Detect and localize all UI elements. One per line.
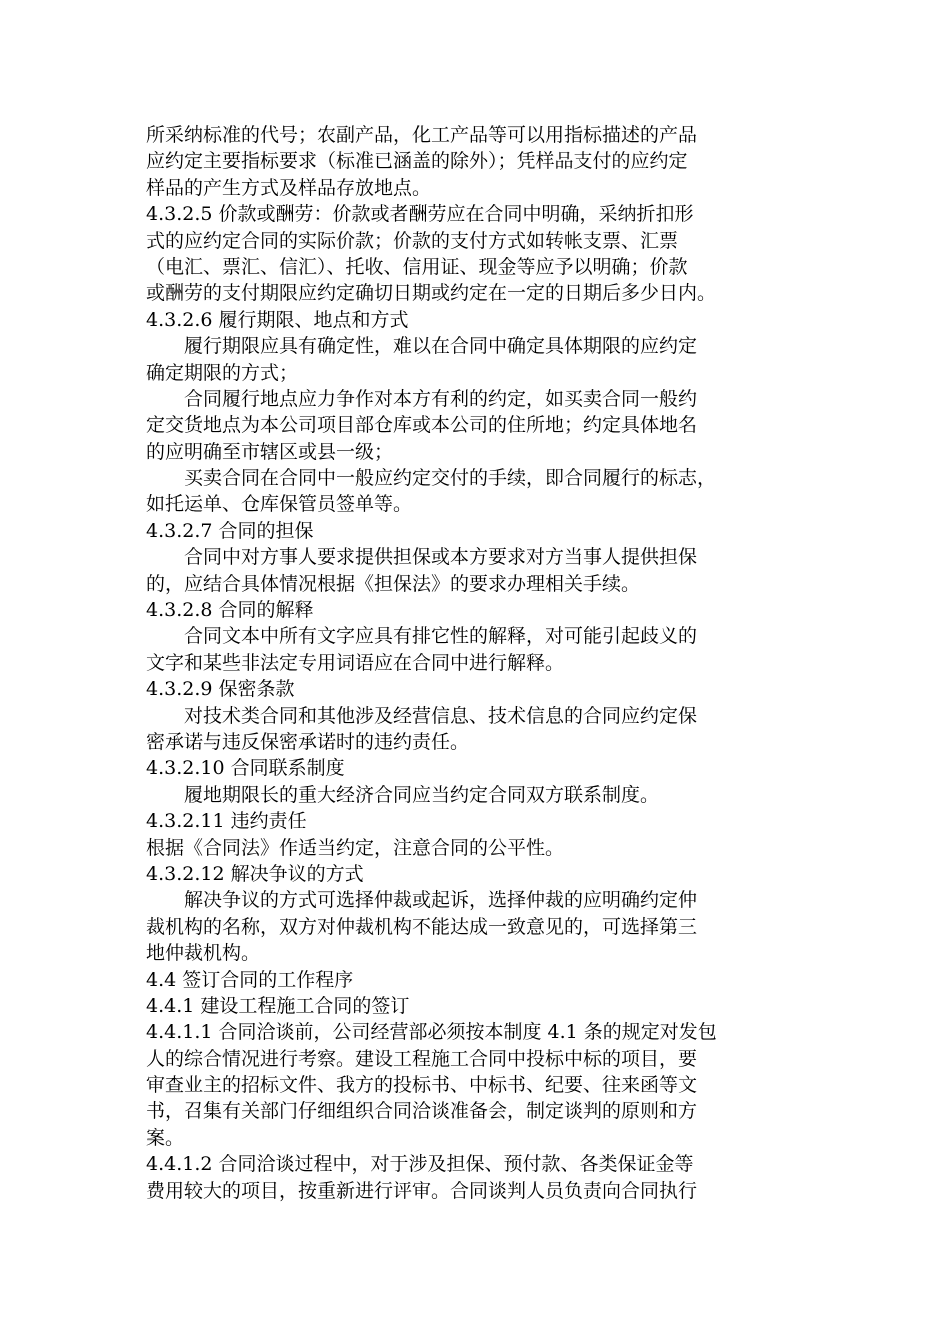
- text-line: 4.3.2.7 合同的担保: [146, 519, 314, 542]
- text-line: 履地期限长的重大经济合同应当约定合同双方联系制度。: [184, 783, 660, 806]
- text-line: 审查业主的招标文件、我方的投标书、中标书、纪要、往来函等文: [146, 1074, 698, 1097]
- text-line: 所采纳标准的代号；农副产品，化工产品等可以用指标描述的产品: [146, 124, 698, 146]
- text-line: 裁机构的名称，双方对仲裁机构不能达成一致意见的，可选择第三: [146, 915, 698, 938]
- text-line: 对技术类合同和其他涉及经营信息、技术信息的合同应约定保: [184, 704, 698, 727]
- text-line: 4.3.2.10 合同联系制度: [146, 757, 345, 780]
- text-line: 根据《合同法》作适当约定，注意合同的公平性。: [146, 836, 565, 859]
- text-line: 履行期限应具有确定性，难以在合同中确定具体期限的应约定: [184, 335, 698, 358]
- text-line: 合同中对方事人要求提供担保或本方要求对方当事人提供担保: [184, 546, 698, 569]
- text-line: 地仲裁机构。: [146, 942, 261, 965]
- text-line: 人的综合情况进行考察。建设工程施工合同中投标中标的项目，要: [146, 1047, 698, 1070]
- text-line: 的，应结合具体情况根据《担保法》的要求办理相关手续。: [146, 572, 641, 595]
- text-line: 确定期限的方式；: [146, 361, 299, 384]
- text-line: 定交货地点为本公司项目部仓库或本公司的住所地；约定具体地名: [146, 414, 698, 437]
- text-line: 样品的产生方式及样品存放地点。: [146, 176, 432, 199]
- text-line: 4.3.2.9 保密条款: [146, 678, 295, 701]
- text-line: 的应明确至市辖区或县一级；: [146, 440, 394, 463]
- text-line: 4.4.1.1 合同洽谈前，公司经营部必须按本制度 4.1 条的规定对发包: [146, 1021, 717, 1044]
- text-line: 4.3.2.5 价款或酬劳：价款或者酬劳应在合同中明确，采纳折扣形: [146, 203, 694, 226]
- text-line: 合同文本中所有文字应具有排它性的解释，对可能引起歧义的: [184, 625, 698, 648]
- text-line: 4.4.1.2 合同洽谈过程中，对于涉及担保、预付款、各类保证金等: [146, 1153, 694, 1176]
- text-line: 费用较大的项目，按重新进行评审。合同谈判人员负责向合同执行: [146, 1179, 698, 1202]
- text-line: （电汇、票汇、信汇）、托收、信用证、现金等应予以明确；价款: [146, 255, 688, 278]
- text-line: 4.3.2.11 违约责任: [146, 810, 307, 833]
- text-line: 密承诺与违反保密承诺时的违约责任。: [146, 730, 470, 753]
- text-line: 应约定主要指标要求（标准已涵盖的除外）；凭样品支付的应约定: [146, 150, 688, 173]
- text-line: 4.3.2.12 解决争议的方式: [146, 862, 364, 885]
- text-line: 解决争议的方式可选择仲裁或起诉，选择仲裁的应明确约定仲: [184, 889, 698, 912]
- text-line: 4.3.2.6 履行期限、地点和方式: [146, 308, 409, 331]
- text-line: 书，召集有关部门仔细组织合同洽谈准备会，制定谈判的原则和方: [146, 1100, 698, 1123]
- text-line: 买卖合同在合同中一般应约定交付的手续，即合同履行的标志，: [184, 467, 717, 490]
- text-line: 或酬劳的支付期限应约定确切日期或约定在一定的日期后多少日内。: [146, 282, 717, 305]
- text-line: 式的应约定合同的实际价款；价款的支付方式如转帐支票、汇票: [146, 229, 679, 252]
- text-line: 4.4.1 建设工程施工合同的签订: [146, 994, 410, 1017]
- text-line: 案。: [146, 1126, 185, 1149]
- text-line: 合同履行地点应力争作对本方有利的约定，如买卖合同一般约: [184, 387, 698, 410]
- document-body: [146, 122, 808, 1204]
- text-line: 4.3.2.8 合同的解释: [146, 599, 314, 622]
- text-line: 文字和某些非法定专用词语应在合同中进行解释。: [146, 651, 565, 674]
- text-line: 如托运单、仓库保管员签单等。: [146, 493, 413, 516]
- text-line: 4.4 签订合同的工作程序: [146, 968, 354, 991]
